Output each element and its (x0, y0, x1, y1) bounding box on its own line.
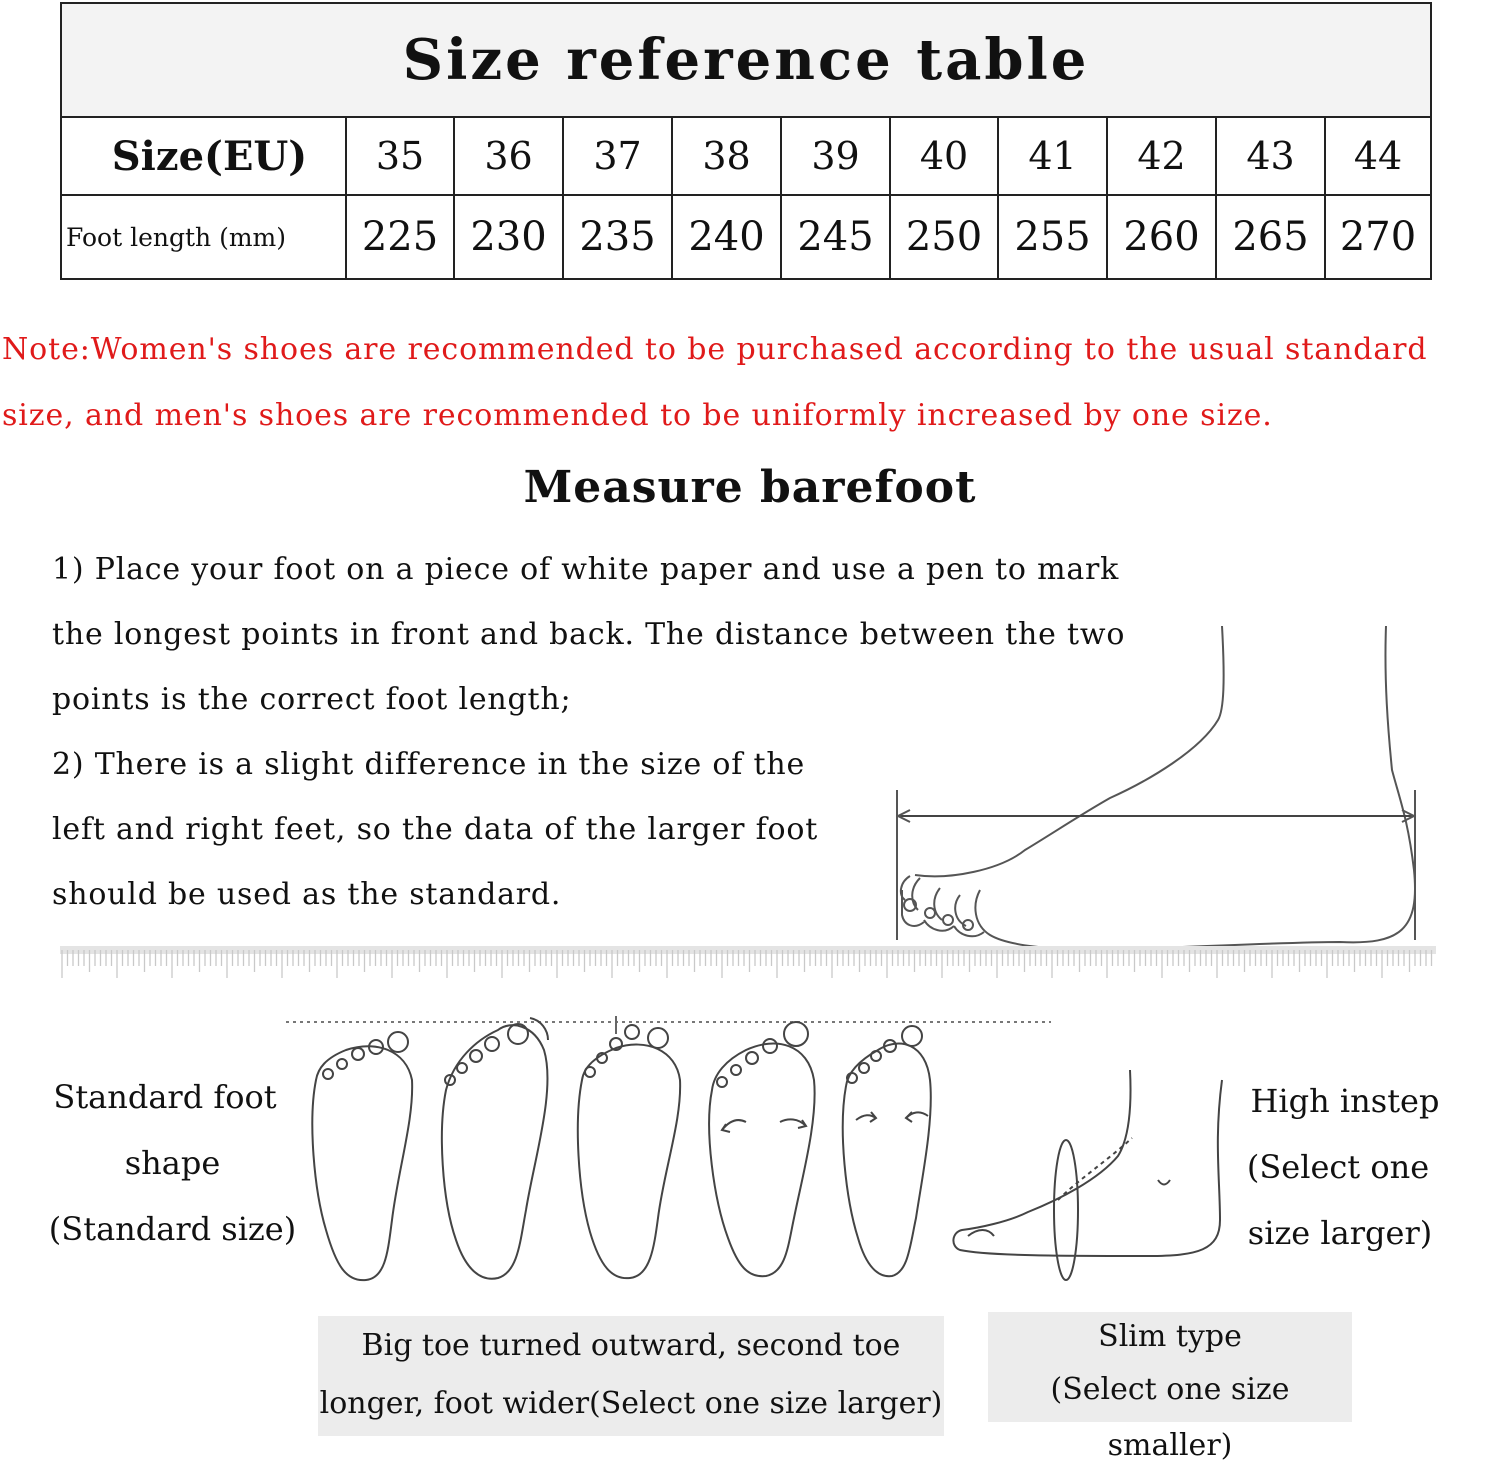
standard-shape-label-1: Standard foot (53, 1078, 277, 1116)
size-cell: 40 (890, 117, 998, 195)
footprint-outline-icon (286, 1010, 1056, 1300)
size-cell: 35 (346, 117, 454, 195)
foot-side-view-icon (880, 620, 1440, 960)
size-cell: 38 (672, 117, 781, 195)
foot-length-row (61, 195, 1431, 279)
standard-shape-label-2: shape (124, 1144, 221, 1182)
wide-foot-caption-line-1: Big toe turned outward, second toe (361, 1328, 901, 1363)
wide-foot-caption (318, 1316, 944, 1436)
length-cell: 245 (781, 195, 890, 279)
table-title: Size reference table (61, 3, 1431, 117)
wide-foot-caption-line-2: longer, foot wider(Select one size larger) (319, 1386, 943, 1421)
size-cell: 41 (998, 117, 1107, 195)
length-cell: 230 (454, 195, 563, 279)
note-line-2: size, and men's shoes are recommended to be uniformly increased by one size. (2, 398, 1273, 433)
high-instep-label-2: (Select one (1246, 1148, 1430, 1186)
ruler-icon (60, 946, 1436, 980)
length-cell: 260 (1107, 195, 1216, 279)
note-line-1: Note:Women's shoes are recommended to be purchased according to the usual standard (2, 332, 1428, 367)
length-cell: 255 (998, 195, 1107, 279)
slim-caption-line-1: Slim type (1098, 1319, 1242, 1354)
measure-heading: Measure barefoot (523, 462, 977, 513)
size-cell: 43 (1216, 117, 1325, 195)
size-cell: 44 (1325, 117, 1431, 195)
instruction-line: left and right feet, so the data of the larger foot (52, 812, 819, 847)
length-cell: 250 (890, 195, 998, 279)
length-cell: 235 (563, 195, 672, 279)
instruction-line: 1) Place your foot on a piece of white paper and use a pen to mark (52, 552, 1120, 587)
high-instep-label-3: size larger) (1247, 1214, 1433, 1252)
high-instep-label-1: High instep (1250, 1082, 1440, 1120)
size-eu-row (61, 117, 1431, 195)
slim-type-caption (988, 1312, 1352, 1463)
size-cell: 36 (454, 117, 563, 195)
instruction-line: the longest points in front and back. The distance between the two (52, 617, 1126, 652)
length-cell: 270 (1325, 195, 1431, 279)
slim-caption-line-2: (Select one size smaller) (1050, 1372, 1290, 1463)
instruction-line: 2) There is a slight difference in the size of the (52, 747, 805, 782)
high-instep-foot-icon (948, 1060, 1238, 1290)
size-cell: 37 (563, 117, 672, 195)
size-reference-table (60, 2, 1432, 280)
foot-length-label: Foot length (mm) (61, 195, 346, 279)
instruction-line: points is the correct foot length; (52, 682, 572, 717)
instruction-line: should be used as the standard. (52, 877, 562, 912)
size-cell: 39 (781, 117, 890, 195)
length-cell: 240 (672, 195, 781, 279)
size-eu-label: Size(EU) (61, 117, 346, 195)
size-cell: 42 (1107, 117, 1216, 195)
length-cell: 225 (346, 195, 454, 279)
length-cell: 265 (1216, 195, 1325, 279)
standard-shape-label-3: (Standard size) (48, 1210, 297, 1248)
